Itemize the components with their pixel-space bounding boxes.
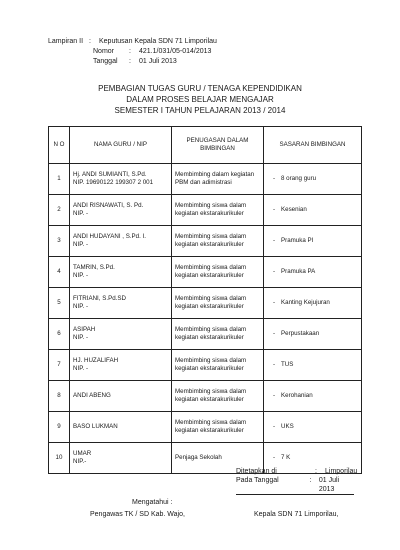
- teacher-cell: [70, 412, 172, 443]
- target-cell: [264, 226, 362, 257]
- target-text: Kesenian: [281, 206, 307, 213]
- header-value: 421.1/031/05-014/2013: [139, 48, 212, 55]
- task-cell: Membimbing siswa dalam kegiatan ekstarakurikuler: [172, 381, 264, 412]
- target-wrap: [267, 330, 358, 338]
- teacher-name: Hj. ANDI SUMIANTI, S.Pd.: [73, 171, 147, 178]
- target-cell: [264, 412, 362, 443]
- teacher-nip: NIP. -: [73, 272, 89, 279]
- teacher-cell: [70, 257, 172, 288]
- teacher-cell: [70, 288, 172, 319]
- teacher-cell: [70, 443, 172, 474]
- table-row: [49, 226, 362, 257]
- teacher-cell: [70, 226, 172, 257]
- set-at-value: Limporilau: [325, 468, 358, 475]
- header-no: N O: [49, 127, 70, 164]
- footer-date-row: [236, 476, 354, 495]
- task-cell: Membimbing siswa dalam kegiatan ekstarakurikuler: [172, 288, 264, 319]
- row-number: 10: [49, 443, 70, 474]
- teacher-cell: [70, 319, 172, 350]
- date-colon: :: [309, 477, 312, 484]
- header-key: Nomor: [93, 48, 115, 55]
- set-at-colon: :: [315, 468, 317, 475]
- table-row: [49, 412, 362, 443]
- target-wrap: [267, 299, 358, 307]
- target-wrap: [267, 206, 358, 214]
- task-cell: Penjaga Sekolah: [172, 443, 264, 474]
- target-cell: [264, 164, 362, 195]
- task-cell: Membimbing siswa dalam kegiatan ekstarakurikuler: [172, 350, 264, 381]
- teacher-nip: NIP. -: [73, 334, 89, 341]
- task-cell: Membimbing siswa dalam kegiatan ekstarakurikuler: [172, 257, 264, 288]
- target-dash: -: [272, 206, 276, 213]
- principal-label: Kepala SDN 71 Limporilau,: [254, 511, 339, 518]
- target-wrap: [267, 175, 358, 183]
- teacher-name: ANDI RISNAWATI, S. Pd.: [73, 202, 144, 209]
- teacher-name: HJ. HUZALIFAH: [73, 357, 119, 364]
- header-colon: :: [129, 58, 131, 65]
- target-text: 7 K: [281, 454, 291, 461]
- date-value: 01 Juli 2013: [318, 477, 340, 493]
- target-dash: -: [272, 392, 276, 399]
- teacher-nip: NIP. -: [73, 303, 89, 310]
- target-wrap: [267, 423, 358, 431]
- teacher-name: FITRIANI, S.Pd.SD: [73, 295, 126, 302]
- title-line-1: PEMBAGIAN TUGAS GURU / TENAGA KEPENDIDIKAN: [98, 84, 302, 93]
- target-text: Pramuka PA: [281, 268, 316, 275]
- header-key: Lampiran II: [48, 38, 84, 45]
- target-dash: -: [272, 330, 276, 337]
- target-text: 8 orang guru: [281, 175, 317, 182]
- target-text: UKS: [281, 423, 294, 430]
- document-header: [48, 37, 217, 67]
- table-row: [49, 319, 362, 350]
- table-row: [49, 195, 362, 226]
- table-row: [49, 257, 362, 288]
- table-row: [49, 288, 362, 319]
- task-cell: Membimbing siswa dalam kegiatan ekstarakurikuler: [172, 319, 264, 350]
- teacher-nip: NIP. -: [73, 210, 89, 217]
- task-cell: Membimbing siswa dalam kegiatan ekstarakurikuler: [172, 195, 264, 226]
- row-number: 5: [49, 288, 70, 319]
- target-cell: [264, 381, 362, 412]
- task-cell: Membimbing dalam kegiatan PBM dan adimistrasi: [172, 164, 264, 195]
- target-dash: -: [272, 237, 276, 244]
- teacher-cell: [70, 381, 172, 412]
- teacher-name: TAMRIN, S.Pd.: [73, 264, 115, 271]
- target-text: TUS: [281, 361, 294, 368]
- row-number: 7: [49, 350, 70, 381]
- footer-place: [236, 467, 357, 495]
- title-line-3: SEMESTER I TAHUN PELAJARAN 2013 / 2014: [114, 106, 286, 115]
- task-cell: Membimbing siswa dalam kegiatan ekstarakurikuler: [172, 226, 264, 257]
- assignment-table: [48, 126, 362, 474]
- header-row-lampiran: [48, 37, 217, 47]
- target-dash: -: [272, 454, 276, 461]
- header-target: SASARAN BIMBINGAN: [264, 127, 362, 164]
- teacher-nip: NIP. 19690122 199307 2 001: [73, 179, 154, 186]
- header-value: Keputusan Kepala SDN 71 Limporilau: [99, 38, 217, 45]
- target-cell: [264, 319, 362, 350]
- table-row: [49, 381, 362, 412]
- target-dash: -: [272, 175, 276, 182]
- teacher-cell: [70, 195, 172, 226]
- footer-set-at-row: [236, 467, 357, 476]
- teacher-name: ANDI ABENG: [73, 392, 111, 399]
- table-row: [49, 164, 362, 195]
- target-text: Kanting Kejujuran: [281, 299, 330, 306]
- target-dash: -: [272, 299, 276, 306]
- target-cell: [264, 350, 362, 381]
- row-number: 2: [49, 195, 70, 226]
- header-key: Tanggal: [93, 58, 118, 65]
- target-dash: -: [272, 361, 276, 368]
- acknowledged-label: Mengatahui :: [132, 499, 173, 506]
- title-line-2: DALAM PROSES BELAJAR MENGAJAR: [126, 95, 274, 104]
- table-row: [49, 350, 362, 381]
- date-label: Pada Tanggal: [236, 477, 279, 484]
- target-dash: -: [272, 423, 276, 430]
- header-colon: :: [129, 48, 131, 55]
- supervisor-label: Pengawas TK / SD Kab. Wajo,: [90, 511, 185, 518]
- header-name: NAMA GURU / NIP: [70, 127, 172, 164]
- teacher-name: BASO LUKMAN: [73, 423, 118, 430]
- teacher-nip: NIP. -: [73, 241, 89, 248]
- header-value: 01 Juli 2013: [139, 58, 177, 65]
- target-text: Kerohanian: [281, 392, 313, 399]
- document-title: [0, 83, 400, 116]
- target-cell: [264, 288, 362, 319]
- row-number: 6: [49, 319, 70, 350]
- row-number: 1: [49, 164, 70, 195]
- row-number: 4: [49, 257, 70, 288]
- target-cell: [264, 257, 362, 288]
- set-at-label: Ditetapkan di: [236, 468, 277, 475]
- target-cell: [264, 195, 362, 226]
- header-row-tanggal: [48, 57, 217, 67]
- target-text: Perpustakaan: [281, 330, 320, 337]
- target-wrap: [267, 268, 358, 276]
- teacher-cell: [70, 164, 172, 195]
- header-row-nomor: [48, 47, 217, 57]
- teacher-nip: NIP.-: [73, 458, 87, 465]
- teacher-name: ASIPAH: [73, 326, 96, 333]
- target-wrap: [267, 392, 358, 400]
- header-colon: :: [89, 38, 91, 45]
- teacher-name: ANDI HUDAYANI , S.Pd. I.: [73, 233, 147, 240]
- target-dash: -: [272, 268, 276, 275]
- target-wrap: [267, 361, 358, 369]
- row-number: 8: [49, 381, 70, 412]
- row-number: 3: [49, 226, 70, 257]
- target-wrap: [267, 454, 358, 462]
- table-header-row: [49, 127, 362, 164]
- teacher-nip: NIP. -: [73, 365, 89, 372]
- header-task: PENUGASAN DALAM BIMBINGAN: [172, 127, 264, 164]
- target-text: Pramuka PI: [281, 237, 314, 244]
- target-wrap: [267, 237, 358, 245]
- teacher-name: UMAR: [73, 450, 92, 457]
- row-number: 9: [49, 412, 70, 443]
- teacher-cell: [70, 350, 172, 381]
- task-cell: Membimbing siswa dalam kegiatan ekstarakurikuler: [172, 412, 264, 443]
